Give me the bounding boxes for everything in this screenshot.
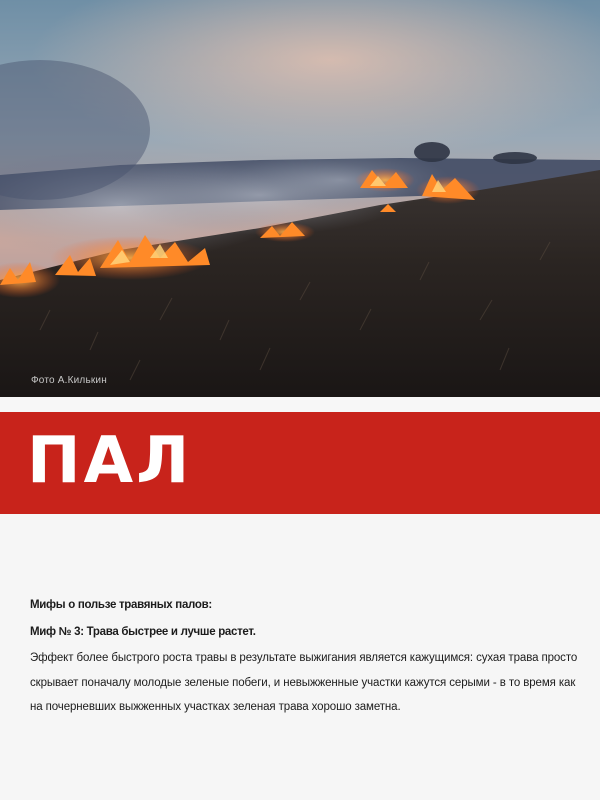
photo-credit: Фото А.Килькин (31, 375, 107, 386)
myth-title: Миф № 3: Трава быстрее и лучше растет. (30, 626, 256, 638)
grassfire-photo (0, 0, 600, 397)
article-paragraph: Эффект более быстрого роста травы в результате выжигания является кажущимся: сухая трава просто скрывает поначалу молодые зеленые побеги, и невыжженные участки кажутся серыми - в то время как на почерневших выжженных участках зеленая трава хорошо заметна. (30, 652, 578, 713)
title-banner (0, 412, 600, 514)
divider-strip (0, 397, 600, 412)
page-title: ПАЛ (27, 424, 193, 498)
article-body (30, 597, 590, 720)
article-heading: Мифы о пользе травяных палов: (30, 599, 212, 611)
grassfire-photo-graphic (0, 0, 600, 397)
